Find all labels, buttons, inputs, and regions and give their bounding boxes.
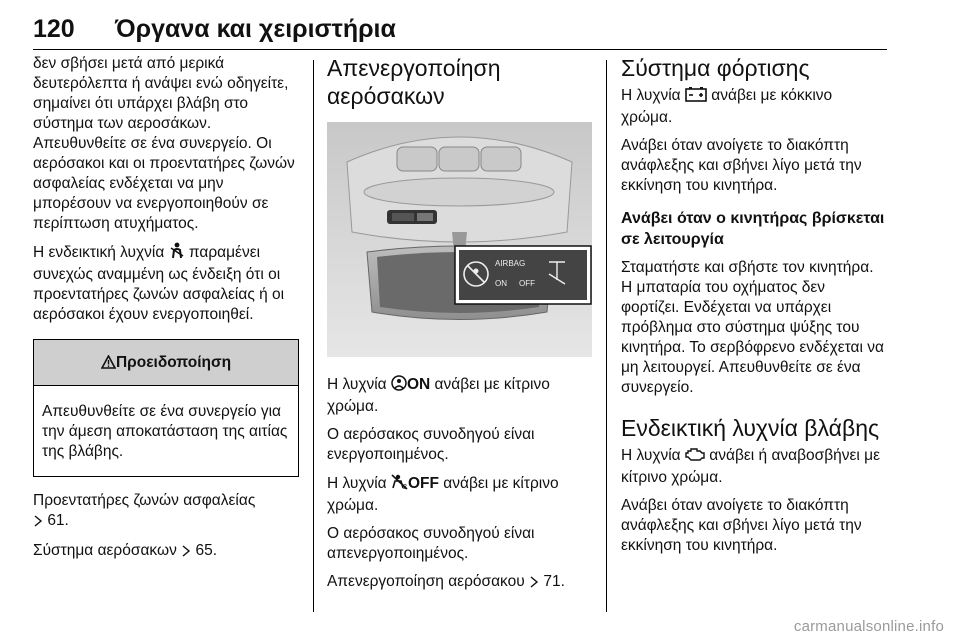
photo-label-off: OFF [519, 279, 535, 288]
column-2 [327, 54, 592, 602]
warning-title: Προειδοποίηση [115, 354, 232, 371]
airbag-on-icon [391, 375, 407, 397]
paragraph: Ο αερόσακος συνοδηγού είναι απενεργοποιημένος. [327, 525, 535, 562]
page-number: 120 [33, 15, 75, 43]
page-header [33, 3, 887, 51]
chapter-title: Όργανα και χειριστήρια [115, 15, 396, 43]
battery-icon [685, 86, 707, 108]
page-reference-icon [181, 543, 191, 563]
engine-malfunction-icon [685, 446, 705, 468]
photo-label-on: ON [495, 279, 507, 288]
header-divider [33, 49, 887, 50]
paragraph: Ανάβει όταν ανοίγετε το διακόπτη ανάφλεξης και σβήνει λίγο μετά την εκκίνηση του κινητήρα. [621, 497, 862, 554]
paragraph: Ο αερόσακος συνοδηγού είναι ενεργοποιημένος. [327, 426, 535, 463]
column-3 [621, 54, 887, 564]
page-reference-icon [529, 574, 539, 594]
paragraph: Η λυχνία 2 OFF ανάβει με κίτρινο χρώμα. [327, 475, 559, 514]
page-reference-icon [33, 513, 43, 533]
warning-box [33, 339, 299, 477]
paragraph: Η ενδεικτική λυχνία παραμένει συνεχώς αναμμένη ως ένδειξη ότι οι προεντατήρες ζωνών ασφαλείας ή οι αερόσακοι έχουν ενεργοποιηθεί. [33, 244, 285, 323]
subheading: Ανάβει όταν ο κινητήρας βρίσκεται σε λειτουργία [621, 210, 885, 248]
section-heading: Απενεργοποίηση αερόσακων [327, 55, 501, 109]
paragraph: Η λυχνία ON ανάβει με κίτρινο χρώμα. [327, 376, 550, 415]
seatbelt-pretensioner-icon [169, 242, 185, 265]
paragraph: δεν σβήσει μετά από μερικά δευτερόλεπτα ή ανάψει ενώ οδηγείτε, σημαίνει ότι υπάρχει βλάβη στο σύστημα των αεροσάκων. Απευθυνθείτε σε ένα συνεργείο. Οι αερόσακοι και οι προεντατήρες ζωνών ασφαλείας ενδέχεται να μην μπορέσουν να ενεργοποιηθούν σε περίπτωση ατυχήματος. [33, 55, 295, 232]
column-divider-1 [313, 60, 314, 612]
paragraph: Η λυχνία ανάβει με κόκκινο χρώμα. [621, 87, 833, 126]
cross-reference: Προεντατήρες ζωνών ασφαλείας 61. [33, 491, 299, 533]
section-heading: Σύστημα φόρτισης [621, 55, 810, 81]
cross-reference: Σύστημα αερόσακων 65. [33, 541, 299, 563]
paragraph: Σταματήστε και σβήστε τον κινητήρα. Η μπαταρία του οχήματος δεν φορτίζει. Ενδέχεται να υπάρχει πρόβλημα στο σύστημα ψύξης του κινητήρα. Το σερβόφρενο ενδέχεται να μη λειτουργεί. Απευθυνθείτε σε ένα συνεργείο. [621, 259, 884, 396]
section-heading: Ενδεικτική λυχνία βλάβης [621, 415, 880, 441]
airbag-off-icon [391, 473, 408, 496]
warning-header [34, 340, 298, 386]
warning-text: Απευθυνθείτε σε ένα συνεργείο για την άμεση αποκατάσταση της αιτίας της βλάβης. [42, 403, 288, 460]
paragraph: Ανάβει όταν ανοίγετε το διακόπτη ανάφλεξης και σβήνει λίγο μετά την εκκίνηση του κινητήρα. [621, 137, 862, 194]
photo-label-airbag: AIRBAG [495, 259, 526, 268]
svg-text:2: 2 [402, 484, 407, 490]
warning-triangle-icon [101, 355, 116, 375]
column-divider-2 [606, 60, 607, 612]
column-1 [33, 54, 299, 571]
watermark: carmanualsonline.info [793, 618, 944, 635]
paragraph: Η λυχνία ανάβει ή αναβοσβήνει με κίτρινο χρώμα. [621, 447, 881, 486]
cross-reference: Απενεργοποίηση αερόσακου 71. [327, 572, 592, 594]
airbag-off-indicator-photo [327, 122, 592, 357]
